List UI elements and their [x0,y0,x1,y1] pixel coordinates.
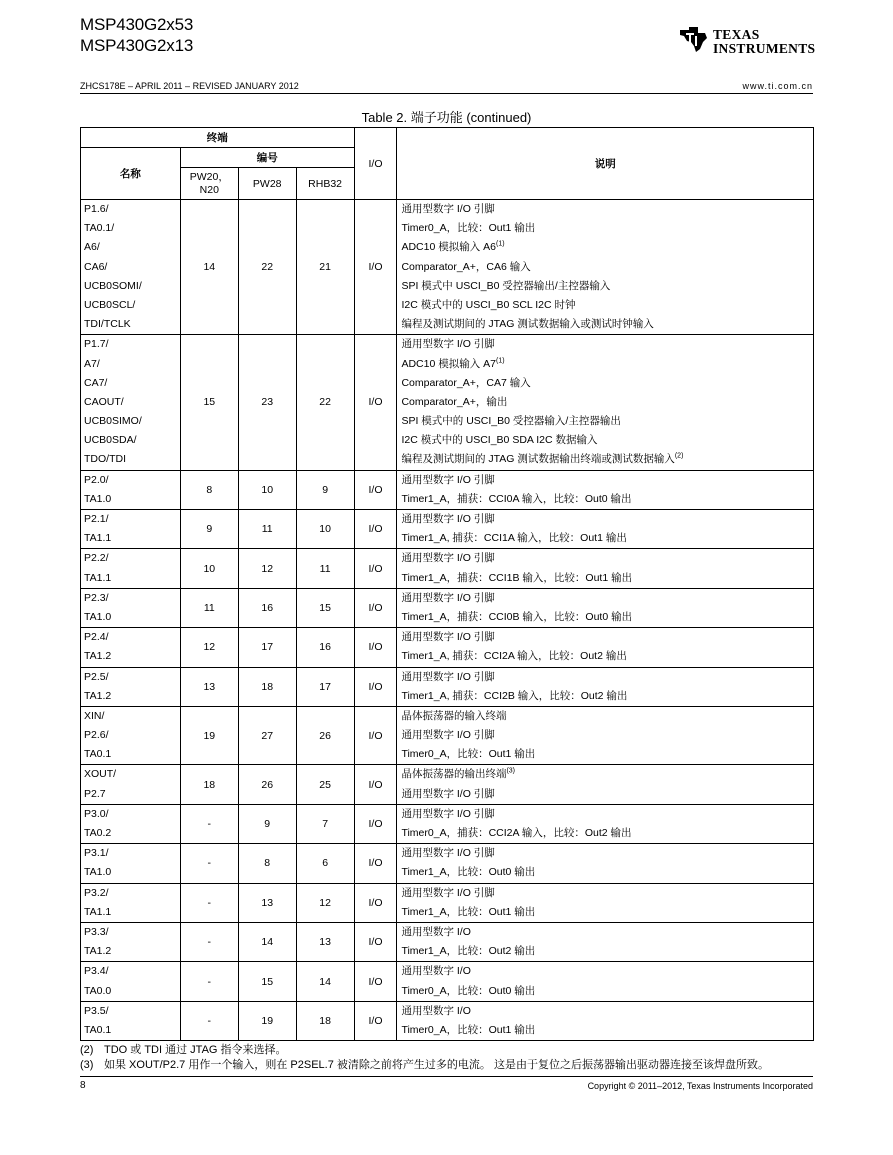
document-id: ZHCS178E – APRIL 2011 – REVISED JANUARY 2012 [80,81,299,91]
description-text: 通用型数字 I/O 引脚 [401,886,495,899]
pin-description-cell [397,588,814,627]
pin-rhb32-cell: 21 [296,200,354,335]
pin-description-cell [397,549,814,588]
pin-io-cell: I/O [354,804,397,843]
pin-pw20-cell: - [180,844,238,883]
pin-name-line: P3.0/ [84,807,109,820]
description-text: 通用型数字 I/O 引脚 [401,203,495,215]
description-line [397,296,813,315]
table-row [81,883,814,922]
pin-name-line: TA1.1 [84,532,112,545]
pin-description-cell [397,1001,814,1040]
description-line [397,765,813,784]
pin-description-cell [397,628,814,667]
pin-name-line: P3.5/ [84,1004,109,1017]
footnote-2 [80,1043,769,1058]
footnote-text: 如果 XOUT/P2.7 用作一个输入，则在 P2SEL.7 被清除之前将产生过多的电流。 这是由于复位之后振荡器输出驱动器连接至该焊盘所致。 [104,1059,769,1071]
table-row [81,335,814,470]
description-line [397,942,813,961]
pin-name-line: TA1.0 [84,866,112,879]
table-row [81,200,814,335]
logo-text-line-1: TEXAS [713,27,760,42]
description-text: 通用型数字 I/O [401,1004,471,1017]
pin-description-cell [397,470,814,509]
pin-io-cell: I/O [354,922,397,961]
pin-description-cell [397,962,814,1001]
pin-name-line: TA0.0 [84,984,112,997]
title-line-1: MSP430G2x53 [80,15,194,34]
table-row [81,844,814,883]
pin-name-line: A7/ [84,357,100,370]
copyright-notice: Copyright © 2011–2012, Texas Instruments Incorporated [587,1081,813,1091]
pin-name-cell [81,962,181,1001]
table-row [81,962,814,1001]
description-line [397,393,813,412]
table-row [81,765,814,804]
description-line [397,805,813,824]
pin-rhb32-cell: 14 [296,962,354,1001]
description-line [397,450,813,469]
pin-pw28-cell: 13 [238,883,296,922]
logo-text-line-2: INSTRUMENTS [713,41,816,56]
pin-name-line: TDO/TDI [84,453,126,466]
footnote-text: TDO 或 TDI 通过 JTAG 指令来选择。 [104,1044,287,1056]
pin-pw28-cell: 19 [238,1001,296,1040]
pin-name-line: P2.6/ [84,729,109,742]
description-text: 编程及测试期间的 JTAG 测试数据输出终端或测试数据输入 [401,453,675,466]
pin-pw20-cell: 14 [180,200,238,335]
pin-name-cell [81,765,181,804]
footnote-ref: (3) [506,767,516,775]
description-text: 通用型数字 I/O 引脚 [401,552,495,565]
pin-pw28-cell: 14 [238,922,296,961]
description-text: 通用型数字 I/O 引脚 [401,787,495,800]
description-line [397,549,813,568]
description-text: 通用型数字 I/O 引脚 [401,513,495,525]
pin-pw20-cell: 10 [180,549,238,588]
pin-name-line: TDI/TCLK [84,318,131,331]
pin-name-line: UCB0SDA/ [84,434,137,447]
description-text: 通用型数字 I/O [401,925,471,938]
description-text: 通用型数字 I/O 引脚 [401,729,495,742]
pin-name-cell [81,200,181,335]
pin-name-line: CAOUT/ [84,395,124,408]
pin-rhb32-cell: 15 [296,588,354,627]
description-line [397,824,813,843]
ti-logo [678,24,818,60]
description-text: Timer1_A，比较：Out1 输出 [401,905,536,918]
pin-pw20-cell: 12 [180,628,238,667]
terminal-functions-table [80,127,814,1041]
description-text: 通用型数字 I/O 引脚 [401,631,495,644]
ti-map-icon [678,24,710,54]
pin-name-line: P2.5/ [84,670,109,683]
pin-name-line: P3.1/ [84,847,109,860]
description-text: Timer1_A，捕获：CCI1B 输入，比较：Out1 输出 [401,571,633,584]
description-text: 通用型数字 I/O 引脚 [401,670,495,683]
table-row [81,470,814,509]
description-line [397,785,813,804]
description-line [397,510,813,529]
description-text: Timer1_A，捕获：CCI0B 输入，比较：Out0 输出 [401,610,633,623]
pin-pw28-cell: 9 [238,804,296,843]
table-row [81,804,814,843]
pin-pw20-cell: - [180,804,238,843]
description-line [397,745,813,764]
pin-name-line: P3.2/ [84,886,109,899]
pin-rhb32-cell: 22 [296,335,354,470]
description-text: Comparator_A+，CA7 输入 [401,376,531,389]
description-line [397,569,813,588]
pin-name-cell [81,804,181,843]
pin-io-cell: I/O [354,844,397,883]
pin-name-line: P3.3/ [84,925,109,938]
description-text: 晶体振荡器的输入终端 [401,709,507,722]
description-line [397,687,813,706]
pin-pw28-cell: 17 [238,628,296,667]
footnote-ref: (1) [495,240,505,248]
header-name: 名称 [81,148,181,200]
pin-name-line: P2.2/ [84,552,109,565]
description-line [397,258,813,277]
description-line [397,335,813,354]
pin-name-cell [81,922,181,961]
description-text: Timer1_A, 捕获：CCI1A 输入，比较：Out1 输出 [401,532,627,545]
table-row [81,706,814,765]
pin-name-line: P2.4/ [84,631,109,644]
description-text: ADC10 模拟输入 A6 [401,241,496,254]
description-text: 通用型数字 I/O [401,965,471,978]
pin-name-line: UCB0SCL/ [84,298,136,311]
pin-name-line: P1.7/ [84,338,109,351]
header-divider [80,93,813,94]
description-text: 编程及测试期间的 JTAG 测试数据输入或测试时钟输入 [401,318,654,331]
pin-pw20-cell: 9 [180,510,238,549]
description-line [397,628,813,647]
description-line [397,315,813,334]
pin-rhb32-cell: 6 [296,844,354,883]
pin-rhb32-cell: 10 [296,510,354,549]
pin-io-cell: I/O [354,588,397,627]
pin-name-line: TA0.1 [84,1023,112,1036]
pin-name-cell [81,883,181,922]
pin-pw28-cell: 8 [238,844,296,883]
description-line [397,923,813,942]
table-row [81,549,814,588]
description-text: 通用型数字 I/O 引脚 [401,807,495,820]
description-line [397,355,813,374]
pin-name-cell [81,706,181,765]
pin-name-line: A6/ [84,241,100,254]
pin-name-line: XIN/ [84,709,105,722]
pin-rhb32-cell: 16 [296,628,354,667]
pin-name-line: CA6/ [84,260,108,273]
pin-name-cell [81,1001,181,1040]
footer-divider [80,1076,813,1077]
table-body [81,200,814,1041]
description-line [397,238,813,257]
pin-name-cell [81,510,181,549]
table-row [81,588,814,627]
description-line [397,726,813,745]
description-line [397,374,813,393]
pin-rhb32-cell: 7 [296,804,354,843]
description-text: 通用型数字 I/O 引脚 [401,847,495,860]
pin-pw28-cell: 26 [238,765,296,804]
description-text: Comparator_A+，输出 [401,395,508,408]
pin-pw20-cell: 8 [180,470,238,509]
pin-io-cell: I/O [354,883,397,922]
description-line [397,863,813,882]
pin-name-line: P3.4/ [84,965,109,978]
pin-io-cell: I/O [354,628,397,667]
pin-rhb32-cell: 25 [296,765,354,804]
description-line [397,884,813,903]
pin-io-cell: I/O [354,962,397,1001]
footnote-number: (3) [80,1059,94,1071]
pin-io-cell: I/O [354,706,397,765]
pin-description-cell [397,922,814,961]
pin-name-line: P1.6/ [84,203,109,215]
description-line [397,529,813,548]
pin-rhb32-cell: 9 [296,470,354,509]
pin-name-line: CA7/ [84,376,108,389]
pin-pw20-cell: 19 [180,706,238,765]
document-title [80,14,193,56]
pin-description-cell [397,510,814,549]
description-line [397,1002,813,1021]
pin-io-cell: I/O [354,510,397,549]
description-line [397,1021,813,1040]
description-line [397,962,813,981]
header-io: I/O [354,128,397,200]
header-rhb32: RHB32 [296,168,354,200]
description-text: 通用型数字 I/O 引脚 [401,473,495,486]
pin-name-line: XOUT/ [84,768,117,781]
description-text: Timer1_A，比较：Out2 输出 [401,945,536,958]
pin-name-line: TA1.2 [84,689,112,702]
pin-pw28-cell: 12 [238,549,296,588]
pin-name-line: P2.0/ [84,473,109,486]
website-link[interactable]: www.ti.com.cn [742,81,813,91]
pin-pw20-cell: 18 [180,765,238,804]
pin-pw20-cell: 11 [180,588,238,627]
table-row [81,1001,814,1040]
table-row [81,510,814,549]
pin-pw28-cell: 18 [238,667,296,706]
pin-name-cell [81,588,181,627]
header-pw28: PW28 [238,168,296,200]
pin-name-line: TA0.1 [84,748,112,761]
description-text: 晶体振荡器的输出终端 [401,768,507,781]
pin-description-cell [397,335,814,470]
description-text: SPI 模式中的 USCI_B0 受控器输入/主控器输出 [401,415,621,428]
pin-pw28-cell: 27 [238,706,296,765]
page-number: 8 [80,1080,86,1091]
description-text: Timer0_A，捕获：CCI2A 输入，比较：Out2 输出 [401,827,632,839]
pin-name-cell [81,549,181,588]
pin-name-cell [81,628,181,667]
pin-name-line: UCB0SOMI/ [84,279,142,292]
pin-name-cell [81,470,181,509]
description-text: I2C 模式中的 USCI_B0 SCL I2C 时钟 [401,298,576,311]
pin-pw28-cell: 15 [238,962,296,1001]
footnote-ref: (2) [674,452,684,460]
pin-description-cell [397,200,814,335]
pin-name-line: TA1.0 [84,492,112,505]
description-line [397,982,813,1001]
header-description: 说明 [397,128,814,200]
description-line [397,903,813,922]
description-line [397,200,813,219]
pin-io-cell: I/O [354,1001,397,1040]
description-text: Timer1_A, 捕获：CCI2A 输入，比较：Out2 输出 [401,650,627,663]
pin-pw28-cell: 10 [238,470,296,509]
description-line [397,471,813,490]
pin-description-cell [397,804,814,843]
pin-pw20-cell: 15 [180,335,238,470]
description-line [397,647,813,666]
description-line [397,490,813,509]
pin-rhb32-cell: 17 [296,667,354,706]
description-line [397,844,813,863]
description-line [397,668,813,687]
pin-name-line: TA1.1 [84,905,112,918]
pin-name-line: TA1.2 [84,650,112,663]
pin-rhb32-cell: 11 [296,549,354,588]
header-pw20-line1: PW20， [189,170,229,183]
pin-pw20-cell: 13 [180,667,238,706]
pin-rhb32-cell: 18 [296,1001,354,1040]
pin-io-cell: I/O [354,549,397,588]
pin-description-cell [397,844,814,883]
table-title: Table 2. 端子功能 (continued) [361,110,532,125]
pin-name-line: TA0.2 [84,827,112,839]
title-line-2: MSP430G2x13 [80,36,194,55]
footnotes [80,1043,769,1073]
pin-pw20-cell: - [180,1001,238,1040]
pin-description-cell [397,706,814,765]
header-number: 编号 [180,148,354,168]
description-line [397,707,813,726]
pin-pw28-cell: 23 [238,335,296,470]
table-row [81,667,814,706]
description-text: Timer0_A，比较：Out1 输出 [401,748,536,761]
description-text: ADC10 模拟输入 A7 [401,357,496,370]
pin-rhb32-cell: 26 [296,706,354,765]
description-line [397,589,813,608]
pin-pw28-cell: 16 [238,588,296,627]
pin-name-line: TA0.1/ [84,222,115,235]
description-text: 通用型数字 I/O 引脚 [401,338,495,351]
description-line [397,219,813,238]
description-line [397,431,813,450]
pin-pw28-cell: 22 [238,200,296,335]
header-terminal: 终端 [81,128,355,148]
description-text: SPI 模式中 USCI_B0 受控器输出/主控器输入 [401,279,611,292]
pin-io-cell: I/O [354,765,397,804]
footnote-3 [80,1058,769,1073]
header-n20-line2: N20 [199,183,219,196]
pin-io-cell: I/O [354,200,397,335]
pin-description-cell [397,765,814,804]
pin-io-cell: I/O [354,335,397,470]
pin-rhb32-cell: 13 [296,922,354,961]
description-text: Timer0_A，比较：Out1 输出 [401,222,536,235]
pin-name-line: TA1.0 [84,610,112,623]
pin-name-line: UCB0SIMO/ [84,415,142,428]
description-text: Timer0_A，比较：Out1 输出 [401,1023,536,1036]
pin-name-line: TA1.2 [84,945,112,958]
footnote-number: (2) [80,1044,94,1056]
pin-pw28-cell: 11 [238,510,296,549]
description-text: Timer0_A，比较：Out0 输出 [401,984,536,997]
pin-description-cell [397,667,814,706]
pin-description-cell [397,883,814,922]
pin-name-line: P2.1/ [84,513,109,525]
table-row [81,922,814,961]
pin-name-cell [81,844,181,883]
header-pw20 [180,168,238,200]
description-text: Timer1_A，捕获：CCI0A 输入，比较：Out0 输出 [401,492,632,505]
pin-name-cell [81,335,181,470]
description-text: Timer1_A, 捕获：CCI2B 输入，比较：Out2 输出 [401,689,628,702]
pin-rhb32-cell: 12 [296,883,354,922]
table-row [81,628,814,667]
description-text: Comparator_A+，CA6 输入 [401,260,531,273]
pin-io-cell: I/O [354,470,397,509]
footnote-ref: (1) [495,357,505,364]
pin-name-line: TA1.1 [84,571,112,584]
description-line [397,412,813,431]
description-line [397,277,813,296]
pin-io-cell: I/O [354,667,397,706]
description-text: Timer1_A，比较：Out0 输出 [401,866,536,879]
description-text: I2C 模式中的 USCI_B0 SDA I2C 数据输入 [401,434,598,447]
description-text: 通用型数字 I/O 引脚 [401,591,495,604]
pin-pw20-cell: - [180,922,238,961]
pin-name-line: P2.3/ [84,591,109,604]
description-line [397,608,813,627]
pin-pw20-cell: - [180,883,238,922]
pin-name-cell [81,667,181,706]
pin-pw20-cell: - [180,962,238,1001]
pin-name-line: P2.7 [84,787,106,800]
